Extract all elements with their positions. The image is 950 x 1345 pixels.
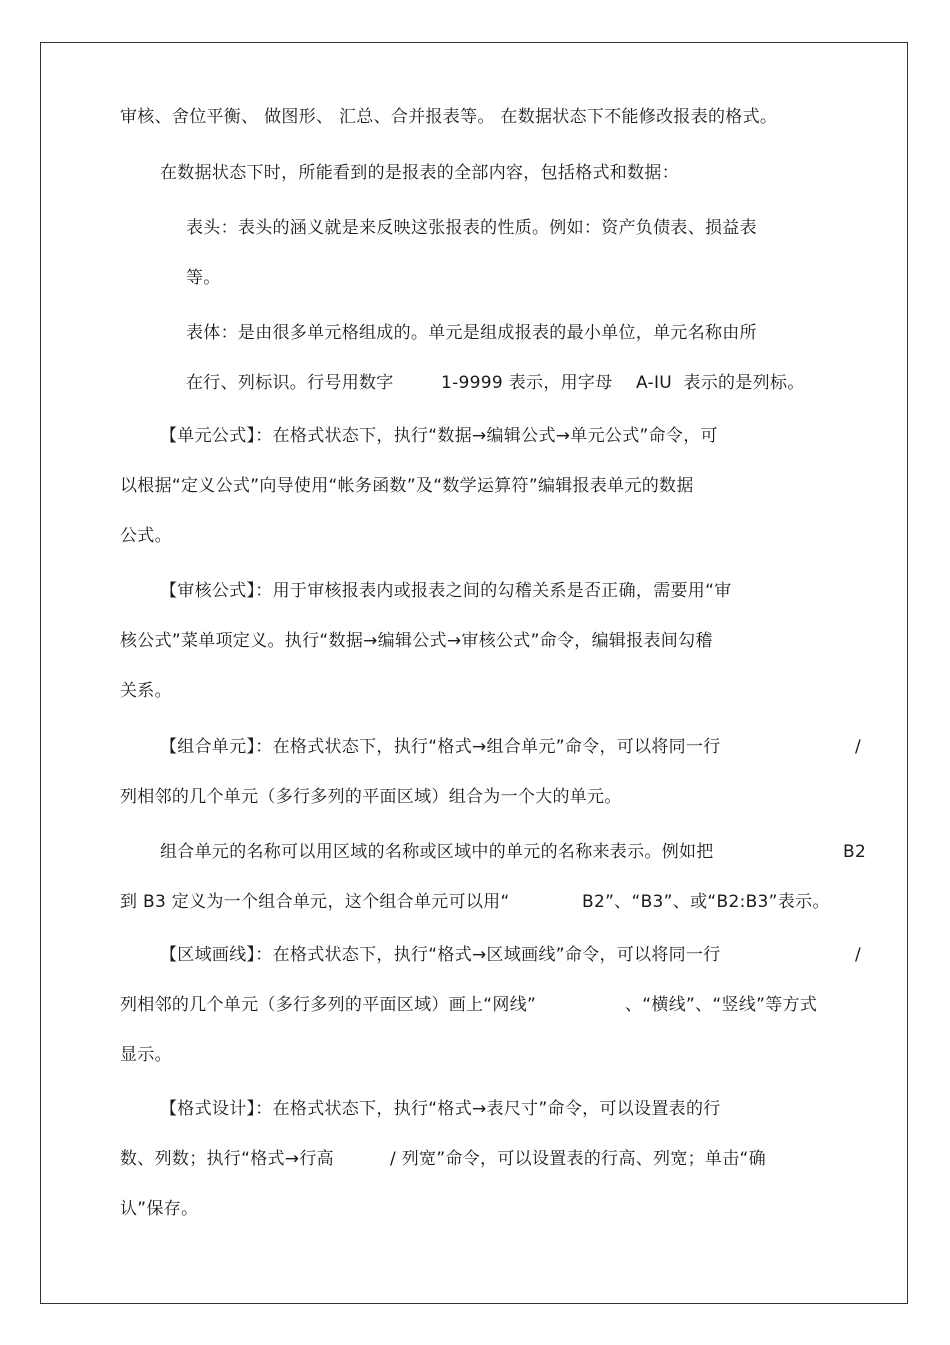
text-line: 在数据状态下时，所能看到的是报表的全部内容，包括格式和数据： xyxy=(160,163,679,183)
text-segment: B2”、“B3”、或“B2:B3”表示。 xyxy=(582,892,830,912)
text-line: 显示。 xyxy=(120,1045,172,1065)
text-line xyxy=(120,1148,766,1170)
text-line: 列相邻的几个单元（多行多列的平面区域）组合为一个大的单元。 xyxy=(120,787,622,807)
text-segment: A-IU 表示的是列标。 xyxy=(636,373,805,393)
text-line xyxy=(186,372,805,394)
text-line: / xyxy=(855,737,862,757)
text-line: 【格式设计】：在格式状态下，执行“格式→表尺寸”命令，可以设置表的行 xyxy=(160,1099,721,1119)
text-line: 【审核公式】：用于审核报表内或报表之间的勾稽关系是否正确，需要用“审 xyxy=(160,581,732,601)
text-line: 认”保存。 xyxy=(120,1199,199,1219)
text-line: 【组合单元】：在格式状态下，执行“格式→组合单元”命令，可以将同一行 xyxy=(160,737,721,757)
text-line xyxy=(120,994,818,1016)
text-segment: 、“横线”、“竖线”等方式 xyxy=(625,995,818,1015)
text-line xyxy=(120,891,830,913)
text-line: 以根据“定义公式”向导使用“帐务函数”及“数学运算符”编辑报表单元的数据 xyxy=(120,476,694,496)
text-line: / xyxy=(855,945,862,965)
text-line: 关系。 xyxy=(120,681,172,701)
text-line: 审核、舍位平衡、 做图形、 汇总、合并报表等。 在数据状态下不能修改报表的格式。 xyxy=(120,107,778,127)
text-line: 组合单元的名称可以用区域的名称或区域中的单元的名称来表示。例如把 xyxy=(160,842,714,862)
text-line: 公式。 xyxy=(120,526,172,546)
text-segment: 1-9999 表示，用字母 xyxy=(441,373,613,393)
text-segment: 数、列数；执行“格式→行高 xyxy=(120,1149,334,1169)
text-line: 【区域画线】：在格式状态下，执行“格式→区域画线”命令，可以将同一行 xyxy=(160,945,721,965)
text-segment: / 列宽”命令，可以设置表的行高、列宽；单击“确 xyxy=(390,1149,766,1169)
text-line: 【单元公式】：在格式状态下，执行“数据→编辑公式→单元公式”命令，可 xyxy=(160,426,718,446)
text-line: 核公式”菜单项定义。执行“数据→编辑公式→审核公式”命令，编辑报表间勾稽 xyxy=(120,631,713,651)
text-segment: 在行、列标识。行号用数字 xyxy=(186,373,394,393)
text-line: 等。 xyxy=(186,268,221,288)
text-segment: 到 B3 定义为一个组合单元，这个组合单元可以用“ xyxy=(120,892,510,912)
text-line: 表头：表头的涵义就是来反映这张报表的性质。例如：资产负债表、损益表 xyxy=(186,218,757,238)
text-line: 表体：是由很多单元格组成的。单元是组成报表的最小单位，单元名称由所 xyxy=(186,323,757,343)
text-segment: 列相邻的几个单元（多行多列的平面区域）画上“网线” xyxy=(120,995,537,1015)
text-line: B2 xyxy=(843,842,867,862)
